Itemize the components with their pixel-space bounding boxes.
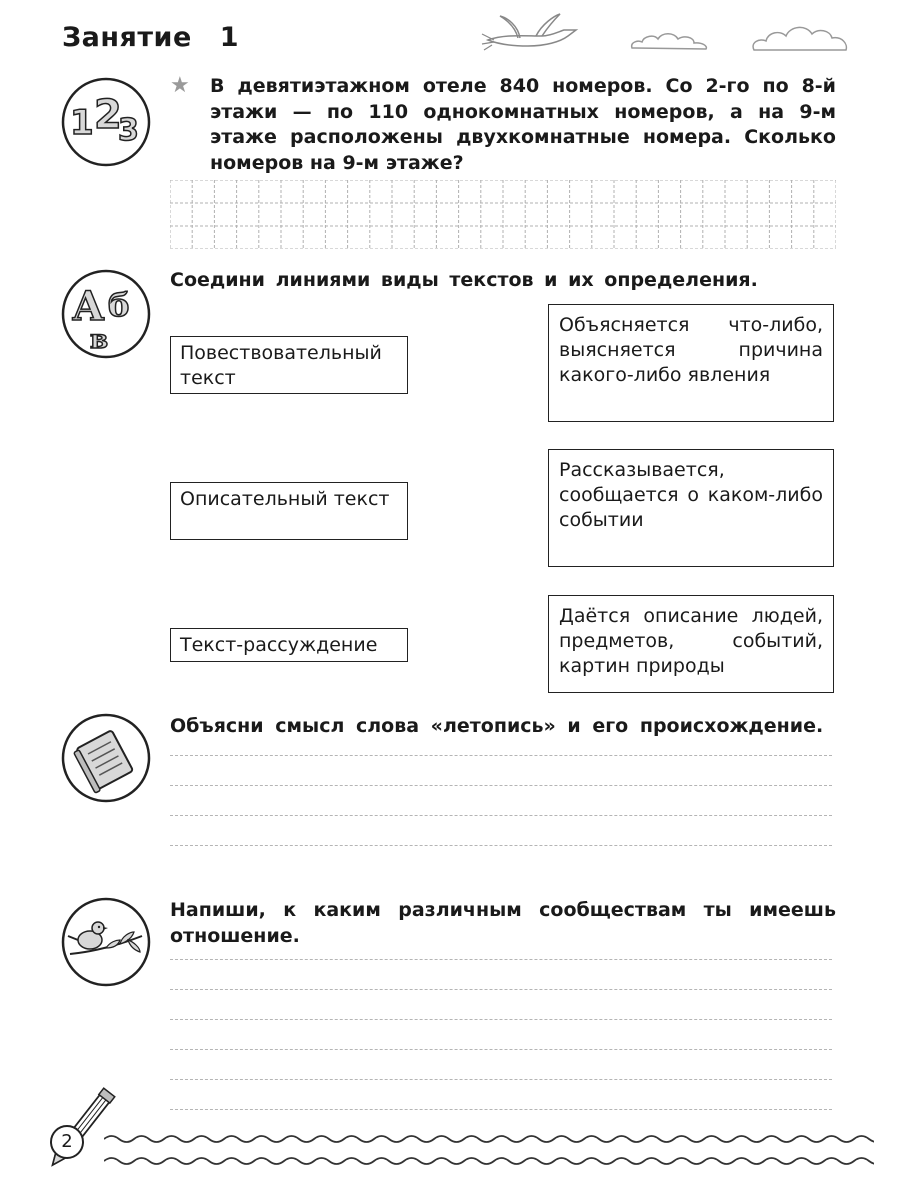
task4-answer-lines[interactable] [170, 930, 832, 1110]
task3-prompt: Объясни смысл слова «летопись» и его происхождение. [170, 715, 824, 737]
text-type-reasoning[interactable]: Текст-рассуждение [170, 628, 408, 662]
task3-answer-lines[interactable] [170, 726, 832, 846]
page-number: 2 [50, 1125, 84, 1159]
grid-lines [170, 180, 836, 249]
definition-description[interactable]: Даётся описание людей, предметов, событий, картин природы [548, 595, 834, 693]
bird-branch-icon [60, 896, 152, 988]
svg-text:2: 2 [94, 92, 122, 138]
answer-line[interactable] [170, 1050, 832, 1080]
letters-icon [60, 268, 152, 360]
answer-line[interactable] [170, 786, 832, 816]
lesson-title [62, 22, 239, 53]
task1-text: В девятиэтажном отеле 840 номеров. Со 2-го по 8-й этажи — по 110 однокомнатных номеров, а на 9-м этаже расположены двухкомнатные номера. Сколько номеров на 9-м этаже? [210, 75, 836, 174]
answer-grid[interactable] [170, 180, 836, 249]
wavy-border [104, 1125, 874, 1175]
answer-line[interactable] [170, 816, 832, 846]
cloud-icon [750, 22, 850, 54]
numbers-icon [60, 76, 152, 168]
lesson-number: 1 [219, 22, 240, 53]
definition-explanation[interactable]: Объясняется что-либо, выясняется причина какого-либо явления [548, 304, 834, 422]
answer-line[interactable] [170, 990, 832, 1020]
answer-line[interactable] [170, 930, 832, 960]
cloud-icon [628, 30, 710, 52]
answer-line[interactable] [170, 960, 832, 990]
svg-text:3: 3 [118, 113, 139, 148]
lesson-title-label: Занятие [62, 22, 192, 53]
bird-icon [480, 12, 585, 54]
book-icon [60, 712, 152, 804]
text-type-narrative[interactable]: Повествовательный текст [170, 336, 408, 394]
svg-text:б: б [108, 286, 130, 324]
task2-prompt: Соедини линиями виды текстов и их определения. [170, 269, 758, 291]
star-icon: ★ [170, 72, 190, 97]
definition-narration[interactable]: Рассказывается, сообщается о каком-либо событии [548, 449, 834, 567]
answer-line[interactable] [170, 1080, 832, 1110]
answer-line[interactable] [170, 726, 832, 756]
text-type-descriptive[interactable]: Описательный текст [170, 482, 408, 540]
answer-line[interactable] [170, 756, 832, 786]
svg-text:в: в [90, 325, 109, 355]
answer-line[interactable] [170, 1020, 832, 1050]
svg-text:1: 1 [70, 103, 94, 143]
task4-prompt: Напиши, к каким различным сообществам ты имеешь отношение. [170, 899, 836, 947]
svg-text:А: А [72, 283, 105, 330]
